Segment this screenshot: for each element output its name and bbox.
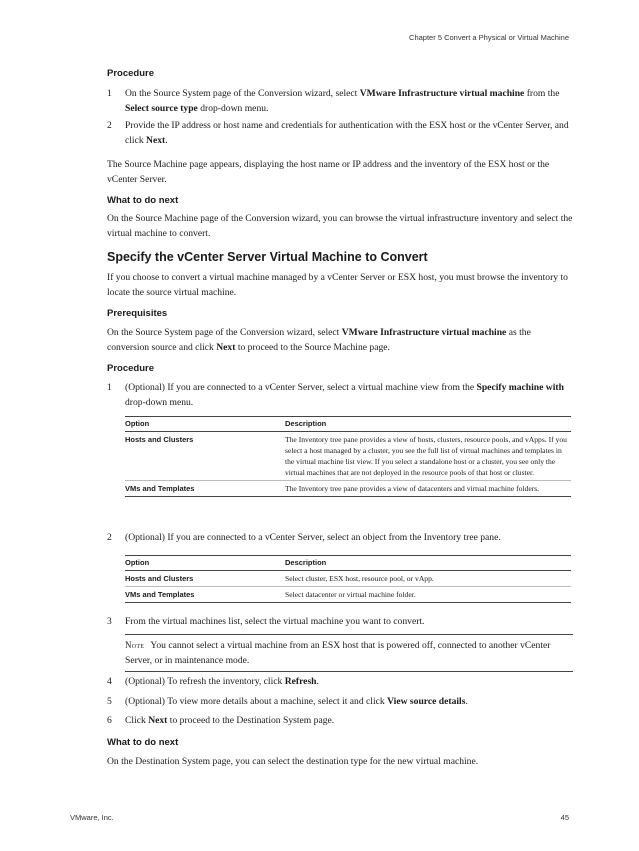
option-cell: Hosts and Clusters <box>125 571 285 587</box>
what-to-do-next-heading: What to do next <box>107 195 179 206</box>
procedure-step: (Optional) If you are connected to a vCenter Server, select an object from the Inventory tree pane. <box>125 532 501 543</box>
page-number: 45 <box>560 813 569 822</box>
description-cell: The Inventory tree pane provides a view of datacenters and virtual machine folders. <box>285 481 571 497</box>
procedure-step: (Optional) If you are connected to a vCenter Server, select a virtual machine view from the Specify machine with drop-down menu. <box>125 382 564 408</box>
table-header-description: Description <box>285 556 571 571</box>
description-cell: The Inventory tree pane provides a view of hosts, clusters, resource pools, and vApps. If you select a host managed by a cluster, you see the full list of virtual machines and templates in the virtual machine list view. If you select a standalone host or a cluster, you see only the virtual machines that are not deployed in the resource pools of that host or cluster. <box>285 432 571 481</box>
intro-paragraph: If you choose to convert a virtual machine managed by a vCenter Server or ESX host, you must browse the inventory to locate the source virtual machine. <box>107 272 568 298</box>
procedure-heading: Procedure <box>107 363 154 374</box>
options-table <box>125 416 571 497</box>
step-number: 2 <box>107 532 112 543</box>
option-cell: VMs and Templates <box>125 587 285 603</box>
note-text: You cannot select a virtual machine from an ESX host that is powered off, connected to another vCenter Server, or in maintenance mode. <box>125 640 551 666</box>
table-header-description: Description <box>285 417 571 432</box>
procedure-step: (Optional) To view more details about a machine, select it and click View source details. <box>125 696 468 707</box>
table-header-option: Option <box>125 417 285 432</box>
description-cell: Select cluster, ESX host, resource pool, or vApp. <box>285 571 571 587</box>
procedure-step: (Optional) To refresh the inventory, click Refresh. <box>125 676 319 687</box>
prerequisites-heading: Prerequisites <box>107 308 168 319</box>
note-label: Note <box>125 640 145 650</box>
procedure-step: Click Next to proceed to the Destination System page. <box>125 715 335 726</box>
table-row <box>125 432 571 481</box>
what-to-do-next-text: On the Destination System page, you can select the destination type for the new virtual machine. <box>107 756 479 767</box>
prerequisites-text: On the Source System page of the Conversion wizard, select VMware Infrastructure virtual machine as the conversion source and click Next to proceed to the Source Machine page. <box>107 327 531 353</box>
section-title: Specify the vCenter Server Virtual Machine to Convert <box>107 250 428 264</box>
step-number: 5 <box>107 696 112 707</box>
procedure-step: Provide the IP address or host name and credentials for authentication with the ESX host or the vCenter Server, and click Next. <box>125 120 569 146</box>
option-cell: Hosts and Clusters <box>125 432 285 481</box>
procedure-step: On the Source System page of the Conversion wizard, select VMware Infrastructure virtual machine from the Select source type drop-down menu. <box>125 88 560 114</box>
footer-company: VMware, Inc. <box>70 813 114 822</box>
result-paragraph: The Source Machine page appears, displaying the host name or IP address and the inventory of the ESX host or the vCenter Server. <box>107 159 550 185</box>
chapter-header: Chapter 5 Convert a Physical or Virtual Machine <box>409 33 569 42</box>
procedure-step: From the virtual machines list, select the virtual machine you want to convert. <box>125 616 425 627</box>
step-number: 3 <box>107 616 112 627</box>
step-number: 4 <box>107 676 112 687</box>
what-to-do-next-heading: What to do next <box>107 737 179 748</box>
step-number: 1 <box>107 382 112 393</box>
table-row <box>125 481 571 497</box>
description-cell: Select datacenter or virtual machine folder. <box>285 587 571 603</box>
table-header-option: Option <box>125 556 285 571</box>
procedure-heading: Procedure <box>107 68 154 79</box>
option-cell: VMs and Templates <box>125 481 285 497</box>
table-row <box>125 587 571 603</box>
step-number: 2 <box>107 120 112 131</box>
step-number: 6 <box>107 715 112 726</box>
options-table <box>125 555 571 603</box>
note-box <box>125 634 573 672</box>
what-to-do-next-text: On the Source Machine page of the Conversion wizard, you can browse the virtual infrastructure inventory and select the virtual machine to convert. <box>107 213 573 239</box>
table-row <box>125 571 571 587</box>
step-number: 1 <box>107 88 112 99</box>
